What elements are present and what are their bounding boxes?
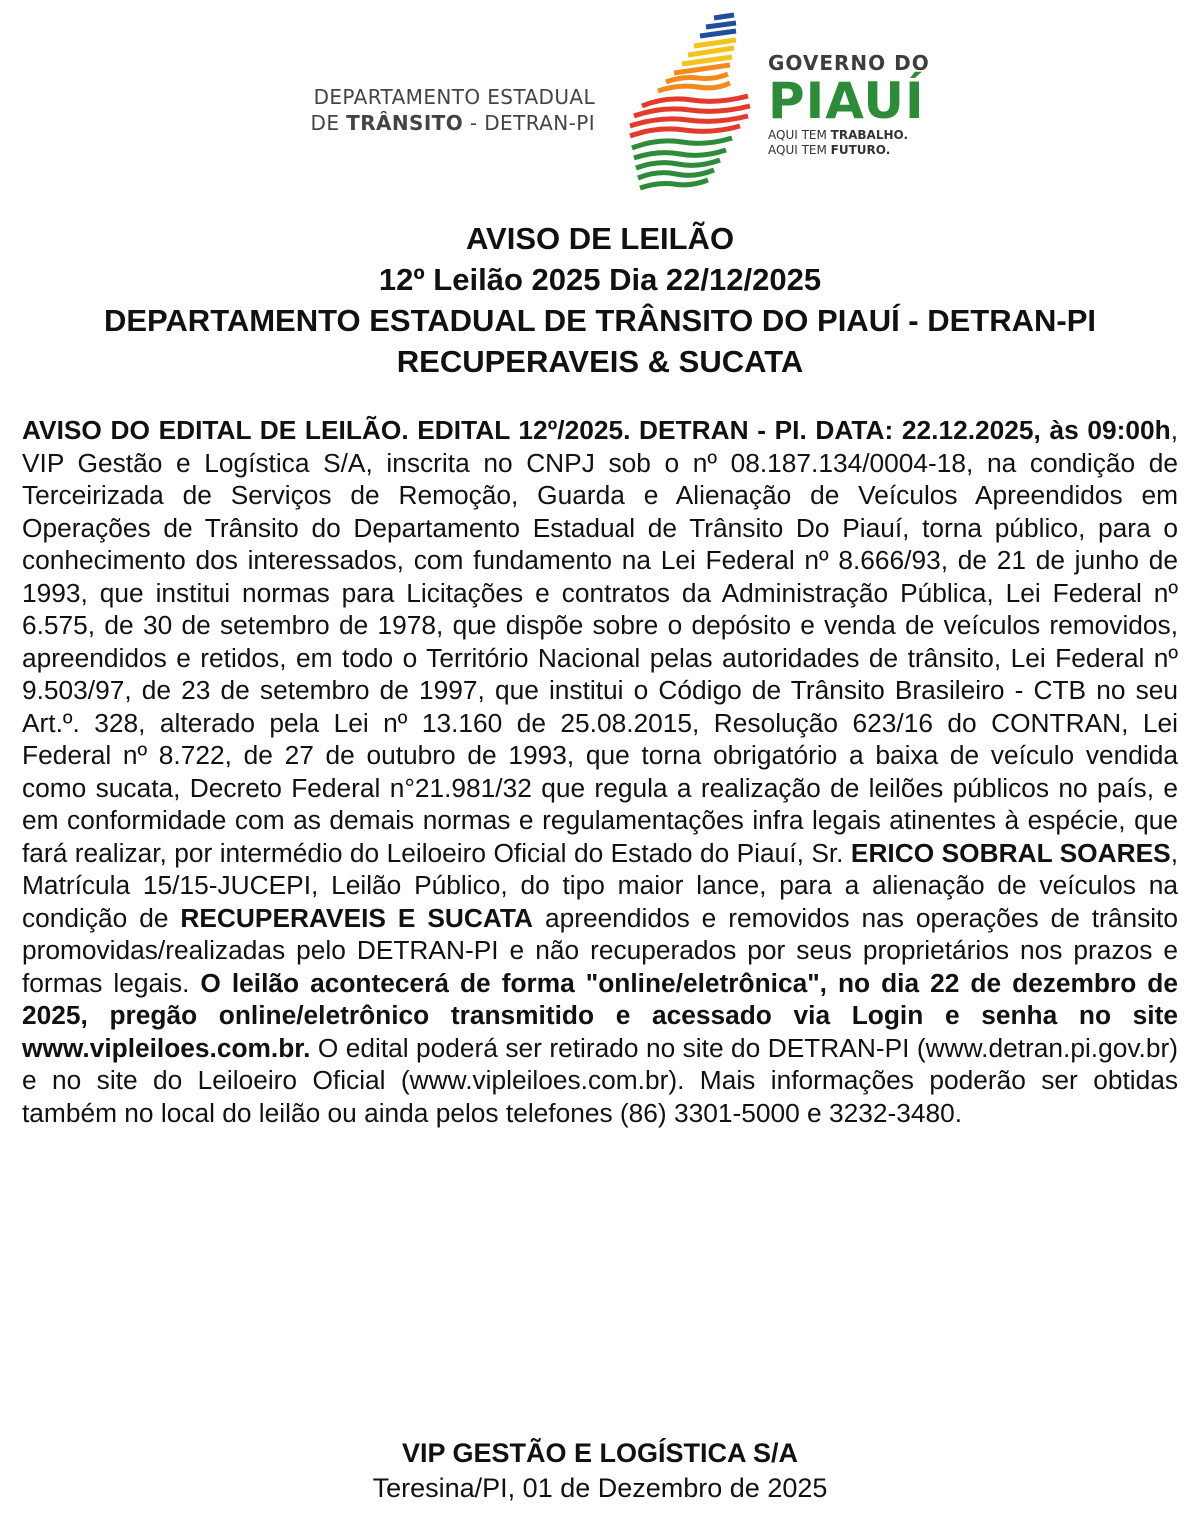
- governo-piaui-logo: [768, 52, 998, 158]
- detran-logo-line2-prefix: DE: [310, 111, 347, 135]
- body-text-3: apreendidos e removidos nas operações de trânsito promovidas/realizadas pelo DETRAN-PI e não recuperados por seus proprietários nos prazos e formas legais.: [22, 902, 1178, 998]
- gov-slogan1-prefix: AQUI TEM: [768, 128, 831, 142]
- title-line2: 12º Leilão 2025 Dia 22/12/2025: [378, 262, 822, 297]
- body-bold-intro: AVISO DO EDITAL DE LEILÃO. EDITAL 12º/2025. DETRAN - PI. DATA: 22.12.2025, às 09:00h: [22, 415, 1171, 445]
- body-text-2: , Matrícula 15/15-JUCEPI, Leilão Público, do tipo maior lance, para a alienação de veículos na condição de: [22, 837, 1178, 933]
- footer-company: VIP GESTÃO E LOGÍSTICA S/A: [401, 1438, 799, 1468]
- gov-slogan2-bold: FUTURO.: [830, 143, 891, 157]
- footer: [0, 1436, 1200, 1506]
- footer-place-date: Teresina/PI, 01 de Dezembro de 2025: [372, 1473, 828, 1503]
- gov-logo-slogan2: [768, 143, 998, 158]
- header: [0, 0, 1200, 205]
- detran-logo: [255, 84, 595, 136]
- notice-title: [0, 218, 1200, 382]
- detran-logo-line2-suffix: - DETRAN-PI: [463, 111, 595, 135]
- body-text-4: O edital poderá ser retirado no site do DETRAN-PI (www.detran.pi.gov.br) e no site do Leiloeiro Oficial (www.vipleiloes.com.br). Mais informações poderão ser obtidas também no local do leilão ou ainda pelos telefones (86) 3301-5000 e 3232-3480.: [22, 1032, 1178, 1128]
- detran-logo-line1: DEPARTAMENTO ESTADUAL: [313, 85, 595, 109]
- body-bold-condition: RECUPERAVEIS E SUCATA: [180, 902, 534, 933]
- title-line3: DEPARTAMENTO ESTADUAL DE TRÂNSITO DO PIAUÍ - DETRAN-PI: [103, 303, 1097, 338]
- gov-slogan2-prefix: AQUI TEM: [768, 143, 831, 157]
- gov-logo-line1: GOVERNO DO: [768, 51, 930, 75]
- gov-logo-line2: PIAUÍ: [768, 72, 925, 130]
- body-bold-online: O leilão acontecerá de forma "online/eletrônica", no dia 22 de dezembro de 2025, pregão online/eletrônico transmitido e acessado via Login e senha no site www.vipleiloes.com.br.: [22, 967, 1178, 1063]
- body-bold-auctioneer: ERICO SOBRAL SOARES: [850, 837, 1171, 868]
- piaui-state-emblem-icon: [622, 10, 762, 200]
- detran-logo-line2: [255, 110, 595, 136]
- gov-slogan1-bold: TRABALHO.: [830, 128, 909, 142]
- body-text-1: , VIP Gestão e Logística S/A, inscrita no CNPJ sob o nº 08.187.134/0004-18, na condição de Terceirizada de Serviços de Remoção, Guarda e Alienação de Veículos Apreendidos em Operações de Trânsito do Departamento Estadual de Trânsito Do Piauí, torna público, para o conhecimento dos interessados, com fundamento na Lei Federal nº 8.666/93, de 21 de junho de 1993, que institui normas para Licitações e contratos da Administração Pública, Lei Federal nº 6.575, de 30 de setembro de 1978, que dispõe sobre o depósito e venda de veículos removidos, apreendidos e retidos, em todo o Território Nacional pelas autoridades de trânsito, Lei Federal nº 9.503/97, de 23 de setembro de 1997, que institui o Código de Trânsito Brasileiro - CTB no seu Art.º. 328, alterado pela Lei nº 13.160 de 25.08.2015, Resolução 623/16 do CONTRAN, Lei Federal nº 8.722, de 27 de outubro de 1993, que torna obrigatório a baixa de veículo vendida como sucata, Decreto Federal n°21.981/32 que regula a realização de leilões públicos no país, e em conformidade com as demais normas e regulamentações infra legais atinentes à espécie, que fará realizar, por intermédio do Leiloeiro Oficial do Estado do Piauí, Sr.: [22, 415, 1178, 868]
- notice-body: [22, 414, 1178, 1129]
- title-line4: RECUPERAVEIS & SUCATA: [396, 344, 804, 379]
- gov-logo-slogan1: [768, 128, 998, 143]
- title-line1: AVISO DE LEILÃO: [465, 221, 735, 256]
- detran-logo-line2-bold: TRÂNSITO: [346, 111, 464, 135]
